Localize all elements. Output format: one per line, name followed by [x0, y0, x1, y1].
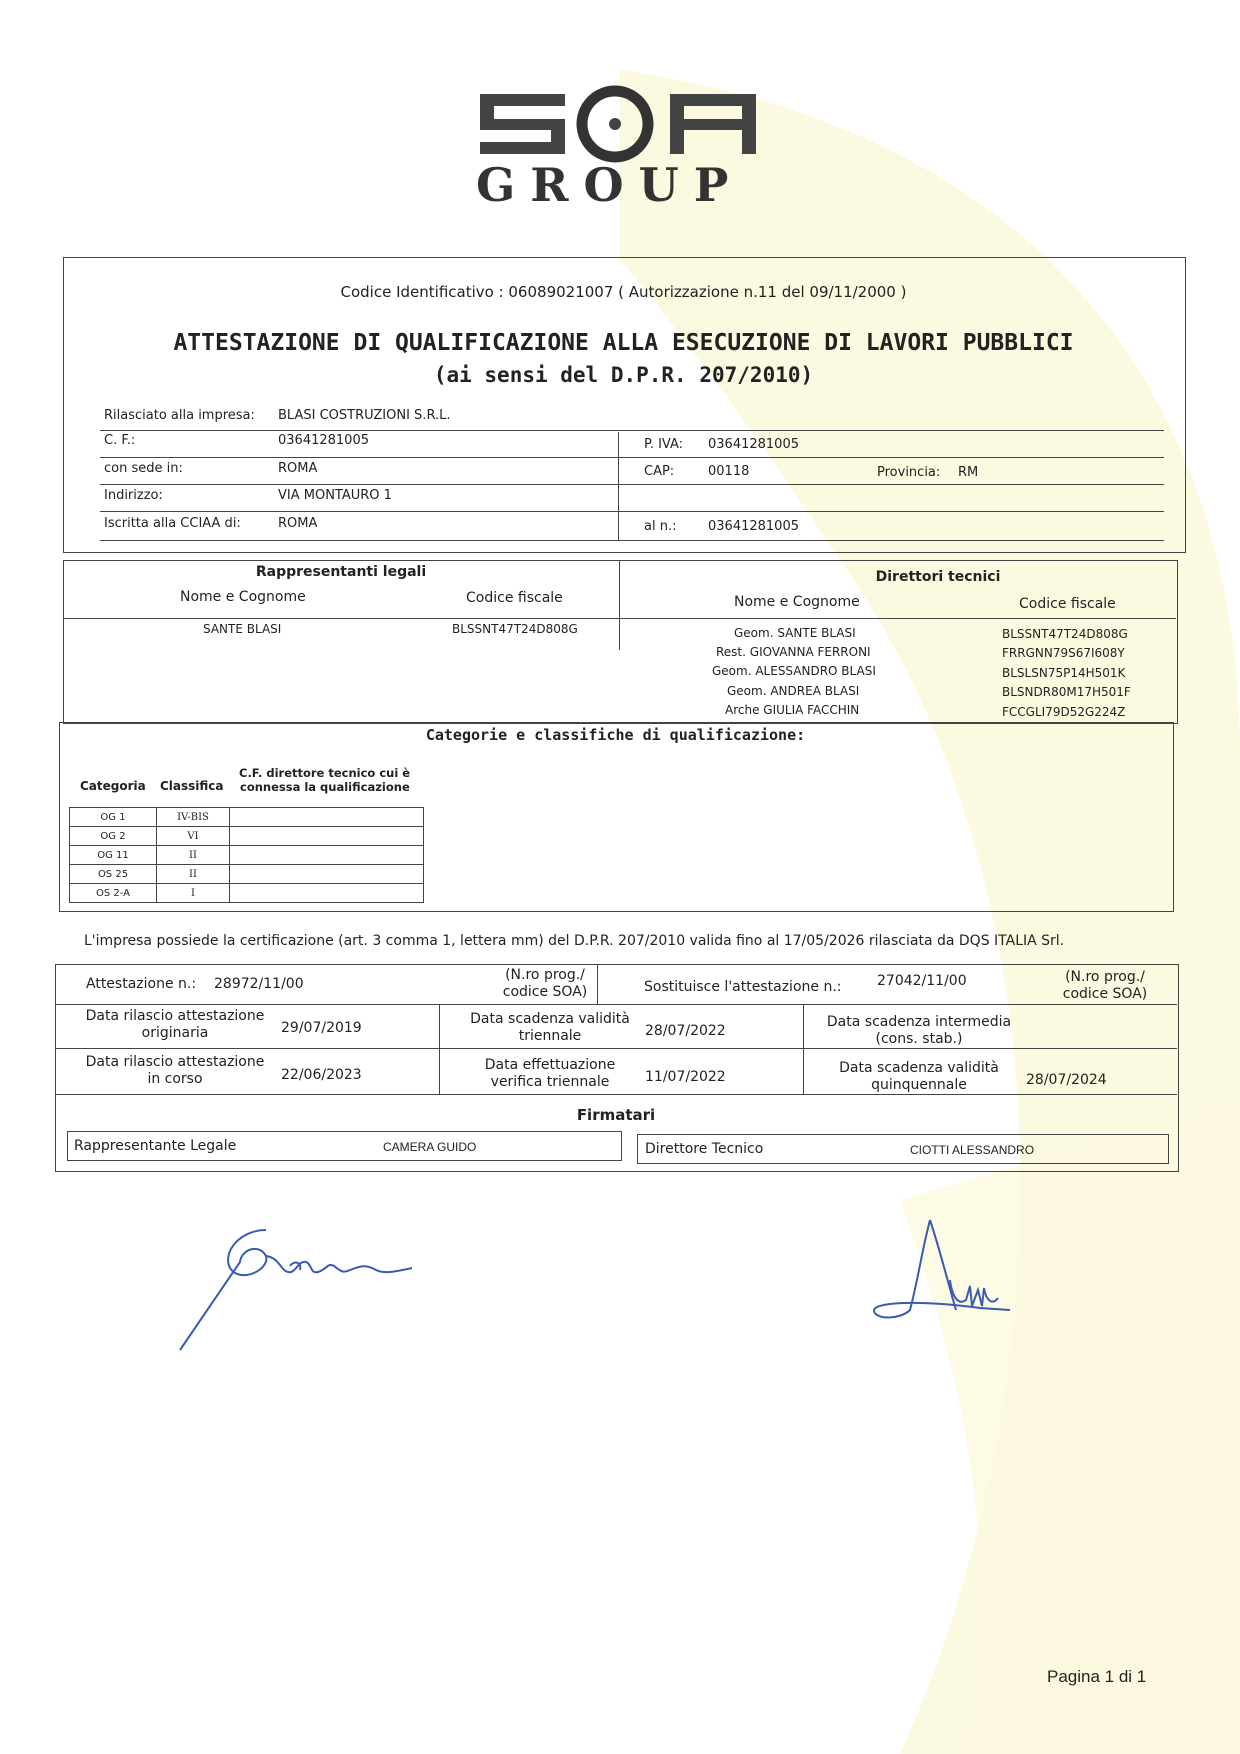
- dir-row-name: Geom. ANDREA BLASI: [727, 684, 860, 698]
- cf-cell: [230, 808, 424, 827]
- quin-label-1: Data scadenza validità: [839, 1060, 999, 1076]
- indirizzo-label: Indirizzo:: [104, 488, 163, 503]
- eff-label-2: verifica triennale: [490, 1074, 610, 1090]
- eff-label-1: Data effettuazione: [484, 1057, 616, 1073]
- corso-value: 22/06/2023: [281, 1067, 362, 1083]
- firmatari-heading: Firmatari: [576, 1106, 656, 1124]
- cap-label: CAP:: [644, 464, 675, 479]
- corso-label-2: in corso: [147, 1071, 203, 1087]
- indirizzo-value: VIA MONTAURO 1: [278, 488, 392, 503]
- piva-value: 03641281005: [708, 437, 799, 452]
- ccia-value: ROMA: [278, 516, 318, 531]
- page-number: Pagina 1 di 1: [1047, 1667, 1147, 1686]
- cf-cell: [230, 865, 424, 884]
- cf-label: C. F.:: [104, 433, 136, 448]
- sostituisce-value: 27042/11/00: [877, 973, 967, 989]
- direttori-heading: Direttori tecnici: [875, 569, 1001, 585]
- class-cell: I: [157, 884, 230, 903]
- rl-label: Rappresentante Legale: [74, 1138, 237, 1154]
- rapp-col-cf: Codice fiscale: [466, 590, 563, 606]
- code-line: Codice Identificativo : 06089021007 ( Autorizzazione n.11 del 09/11/2000 ): [340, 283, 907, 301]
- cat-cell: OG 2: [70, 827, 157, 846]
- provincia-label: Provincia:: [877, 465, 941, 480]
- table-row: [70, 808, 424, 827]
- dir-row-cf: BLSNDR80M17H501F: [1002, 685, 1131, 699]
- dt-label: Direttore Tecnico: [645, 1141, 764, 1157]
- dir-row-name: Geom. ALESSANDRO BLASI: [712, 664, 876, 678]
- signature-technical-director: [860, 1210, 1040, 1330]
- cap-value: 00118: [708, 464, 750, 479]
- orig-value: 29/07/2019: [281, 1020, 362, 1036]
- dir-col-name: Nome e Cognome: [734, 594, 860, 610]
- class-cell: II: [157, 846, 230, 865]
- attestazione-n-value: 28972/11/00: [214, 976, 304, 992]
- categorie-table: [69, 807, 424, 903]
- class-cell: IV-BIS: [157, 808, 230, 827]
- certificazione-text: L'impresa possiede la certificazione (art. 3 comma 1, lettera mm) del D.P.R. 207/2010 valida fino al 17/05/2026 rilasciata da DQS ITALIA Srl.: [84, 933, 1065, 949]
- dir-row-cf: BLSSNT47T24D808G: [1002, 627, 1128, 641]
- rappresentanti-heading: Rappresentanti legali: [255, 564, 427, 580]
- table-row: [70, 884, 424, 903]
- orig-label-2: originaria: [141, 1025, 209, 1041]
- nro-1-line1: (N.ro prog./: [505, 967, 585, 983]
- dt-value: CIOTTI ALESSANDRO: [910, 1143, 1035, 1157]
- cf-cell: [230, 846, 424, 865]
- table-row: [70, 865, 424, 884]
- rilasciato-value: BLASI COSTRUZIONI S.R.L.: [278, 408, 451, 423]
- logo-wordmark: GROUP: [476, 158, 744, 212]
- cat-cell: OS 2-A: [70, 884, 157, 903]
- sede-value: ROMA: [278, 461, 318, 476]
- cf-cell: [230, 827, 424, 846]
- document-subtitle: (ai sensi del D.P.R. 207/2010): [433, 363, 814, 387]
- cat-cell: OG 11: [70, 846, 157, 865]
- class-cell: II: [157, 865, 230, 884]
- cat-cell: OG 1: [70, 808, 157, 827]
- quin-label-2: quinquennale: [871, 1077, 967, 1093]
- document-title: ATTESTAZIONE DI QUALIFICAZIONE ALLA ESECUZIONE DI LAVORI PUBBLICI: [173, 330, 1074, 356]
- rilasciato-label: Rilasciato alla impresa:: [104, 408, 255, 423]
- scad-tri-label-2: triennale: [518, 1028, 582, 1044]
- table-row: [70, 846, 424, 865]
- dir-row-name: Geom. SANTE BLASI: [734, 626, 856, 640]
- signature-legal-rep: [170, 1200, 450, 1360]
- cat-cell: OS 25: [70, 865, 157, 884]
- dir-row-cf: BLSLSN75P14H501K: [1002, 666, 1126, 680]
- class-cell: VI: [157, 827, 230, 846]
- ccia-label: Iscritta alla CCIAA di:: [104, 516, 241, 531]
- attestazione-n-label: Attestazione n.:: [86, 976, 197, 992]
- scad-tri-value: 28/07/2022: [645, 1023, 726, 1039]
- quin-value: 28/07/2024: [1026, 1072, 1107, 1088]
- dir-row-name: Rest. GIOVANNA FERRONI: [716, 645, 871, 659]
- cat-col-cf-2: connessa la qualificazione: [240, 780, 410, 794]
- soa-logo: [470, 84, 770, 214]
- eff-value: 11/07/2022: [645, 1069, 726, 1085]
- nro-1-line2: codice SOA): [502, 984, 588, 1000]
- rapp-row-cf: BLSSNT47T24D808G: [452, 622, 578, 636]
- cat-col-cf-1: C.F. direttore tecnico cui è: [239, 766, 411, 780]
- rl-value: CAMERA GUIDO: [383, 1140, 477, 1154]
- aln-label: al n.:: [644, 519, 677, 534]
- piva-label: P. IVA:: [644, 437, 684, 452]
- cat-col-class: Classifica: [160, 779, 224, 793]
- dir-row-cf: FRRGNN79S67I608Y: [1002, 646, 1125, 660]
- cf-cell: [230, 884, 424, 903]
- scad-int-label-2: (cons. stab.): [875, 1031, 963, 1047]
- sostituisce-label: Sostituisce l'attestazione n.:: [644, 979, 842, 995]
- scad-int-label-1: Data scadenza intermedia: [826, 1014, 1012, 1030]
- cf-value: 03641281005: [278, 433, 369, 448]
- corso-label-1: Data rilascio attestazione: [85, 1054, 265, 1070]
- dir-row-cf: FCCGLI79D52G224Z: [1002, 705, 1126, 719]
- provincia-value: RM: [958, 465, 979, 480]
- aln-value: 03641281005: [708, 519, 799, 534]
- categorie-heading: Categorie e classifiche di qualificazione:: [425, 726, 806, 744]
- cat-col-cat: Categoria: [80, 779, 146, 793]
- table-row: [70, 827, 424, 846]
- nro-2-line2: codice SOA): [1062, 986, 1148, 1002]
- rapp-col-name: Nome e Cognome: [180, 589, 306, 605]
- orig-label-1: Data rilascio attestazione: [85, 1008, 265, 1024]
- company-frame: [63, 257, 1186, 553]
- nro-2-line1: (N.ro prog./: [1065, 969, 1145, 985]
- dir-col-cf: Codice fiscale: [1019, 596, 1116, 612]
- rapp-row-name: SANTE BLASI: [203, 622, 282, 636]
- sede-label: con sede in:: [104, 461, 183, 476]
- dir-row-name: Arche GIULIA FACCHIN: [725, 703, 860, 717]
- scad-tri-label-1: Data scadenza validità: [470, 1011, 630, 1027]
